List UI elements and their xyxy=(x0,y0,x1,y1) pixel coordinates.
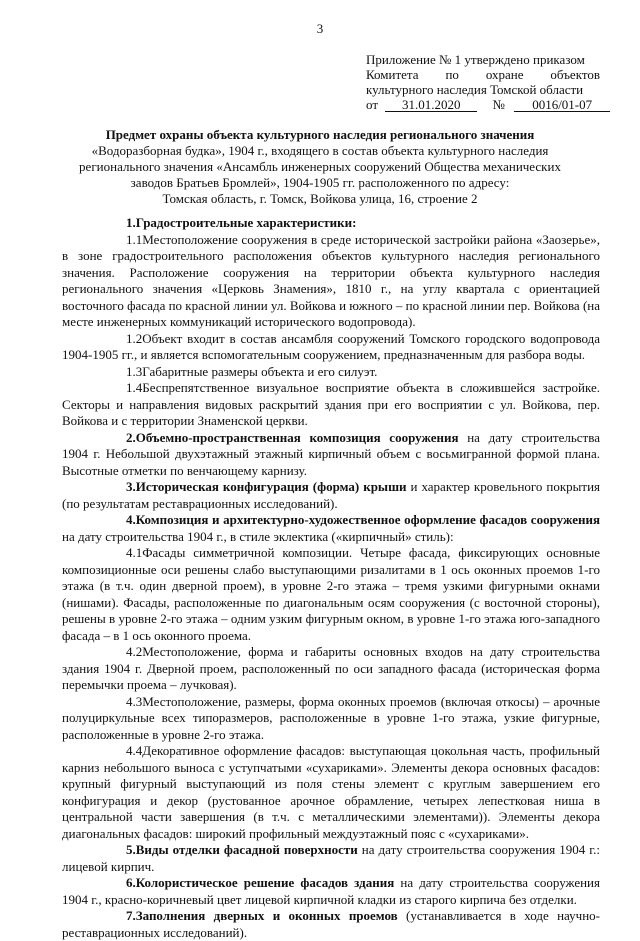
paragraph-number: 1. xyxy=(126,215,136,230)
section-paragraph xyxy=(62,908,600,941)
paragraph-number: 5. xyxy=(126,842,136,857)
paragraph-number: 2. xyxy=(126,429,136,445)
section-heading: Заполнения дверных и оконных проемов xyxy=(135,908,398,923)
paragraph-text: на дату строительства 1904 г., в стиле эклектика («кирпичный» стиль): xyxy=(62,528,454,544)
section-paragraph xyxy=(62,215,600,232)
subitem-paragraph xyxy=(62,644,600,694)
paragraph-number: 6. xyxy=(126,875,136,890)
section-heading: Колористическое решение фасадов здания xyxy=(135,875,395,890)
document-body xyxy=(62,215,600,941)
section-paragraph xyxy=(62,430,600,480)
section-heading: Градостроительные характеристики: xyxy=(135,215,357,230)
paragraph-text: (устанавливается в ходе научно-реставрационных исследований). xyxy=(62,908,600,940)
paragraph-number: 4.1 xyxy=(126,545,143,560)
subitem-paragraph xyxy=(62,743,600,842)
heading-line: «Водоразборная будка», 1904 г., входящего в состав объекта культурного наследия xyxy=(91,143,549,158)
approval-word: по xyxy=(445,67,459,82)
approval-date: 31.01.2020 xyxy=(385,98,477,112)
number-label: № xyxy=(492,97,505,112)
paragraph-number: 1.2 xyxy=(126,330,143,346)
paragraph-text: Объект входит в состав ансамбля сооружений Томского городского водопровода 1904-1905 гг., и является вспомогательным сооружением, предназначенным для разбора воды. xyxy=(62,330,600,362)
paragraph-text: Габаритные размеры объекта и его силуэт. xyxy=(142,363,378,379)
paragraph-text: Беспрепятственное визуальное восприятие объекта в сложившейся застройке. Секторы и направления видовых раскрытий здания при его восприятии с ул. Войкова, пер. Войкова и с территории Знаменской церкви. xyxy=(62,380,600,428)
paragraph-text: Местоположение сооружения в среде исторической застройки района «Заозерье», в зоне градостроительного расположения объектов культурного наследия регионального значения. Расположение сооружения на территории объекта культурного наследия регионального значения «Церковь Знамения», 1810 г., на углу квартала с ориентацией восточного фасада по красной линии ул. Войкова и южного – по красной линии пер. Войкова (на месте инженерных коммуникаций исторического водопровода). xyxy=(62,231,600,329)
approval-line-1: Приложение № 1 утверждено приказом xyxy=(366,52,585,67)
subitem-paragraph xyxy=(62,380,600,430)
approval-word: охране xyxy=(485,67,524,82)
document-title: Предмет охраны объекта культурного наследия регионального значения xyxy=(105,127,535,142)
section-paragraph xyxy=(62,479,600,512)
heading-line: регионального значения «Ансамбль инженерных сооружений Общества механических xyxy=(79,159,561,174)
paragraph-text: на дату строительства сооружения 1904 г.: лицевой кирпич. xyxy=(62,842,600,874)
heading-line: Томская область, г. Томск, Войкова улица, 16, строение 2 xyxy=(162,191,478,206)
heading-line: заводов Братьев Бромлей», 1904-1905 гг. расположенного по адресу: xyxy=(130,175,510,190)
section-heading: Виды отделки фасадной поверхности xyxy=(135,842,358,857)
paragraph-text: на дату строительства 1904 г. Небольшой двухэтажный этажный кирпичный объем с восьмигранной формой плана. Высотные отметки по венчающему карнизу. xyxy=(62,429,600,478)
paragraph-text: на дату строительства сооружения 1904 г., красно-коричневый цвет лицевой кирпичной кладки из старого кирпича без отделки. xyxy=(62,875,600,907)
from-label: от xyxy=(366,97,379,112)
subitem-paragraph xyxy=(62,331,600,364)
paragraph-number: 3. xyxy=(126,479,136,494)
section-heading: Объемно-пространственная композиция сооружения xyxy=(135,429,459,445)
document-heading xyxy=(62,127,578,207)
approval-line-3: культурного наследия Томской области xyxy=(366,82,584,97)
paragraph-text: Фасады симметричной композиции. Четыре фасада, фиксирующих основные композиционные оси решены слабо выступающими ризалитами в 1 ось оконных проемов 1-го этажа (в т.ч. один дверной проем), в уровне 2-го этажа – тремя узкими фигурными окнами (нишами). Фасады, расположенные по диагональным осям сооружения (с восточной стороны), решены в уровне 2-го этажа – одним узким фигурным окном, в уровне 1-го этажа юго-западного фасада – в 1 ось оконного проема. xyxy=(62,545,600,643)
paragraph-text: Местоположение, размеры, форма оконных проемов (включая откосы) – арочные полуциркульные всех типоразмеров, расположенные в уровне 1-го этажа, узкие фигурные, расположенные в уровне 2-го этажа. xyxy=(62,693,600,742)
subitem-paragraph xyxy=(62,364,600,381)
approval-block xyxy=(366,52,600,112)
approval-number: 0016/01-07 xyxy=(514,98,610,112)
approval-word: объектов xyxy=(550,67,600,82)
section-heading: Историческая конфигурация (форма) крыши xyxy=(135,479,407,494)
paragraph-number: 4.3 xyxy=(126,693,143,709)
paragraph-text: и характер кровельного покрытия (по результатам реставрационных исследований). xyxy=(62,479,601,511)
approval-line-4 xyxy=(366,97,600,112)
paragraph-text: Декоративное оформление фасадов: выступающая цокольная часть, профильный карниз небольшого выноса с уступчатыми «сухариками». Элементы декора основных фасадов: крупный фигурный выступающий из поля стены элемент с круглым завершением его конфигурация и декор (рустованное арочное обрамление, четырех лепестковая ниша в центральной части завершения (в т.ч. с металлическими элементами)). Элементы декора диагональных фасадов: широкий профильный междуэтажный пояс с «сухариками». xyxy=(62,743,600,841)
subitem-paragraph xyxy=(62,232,600,331)
paragraph-number: 4. xyxy=(126,512,136,527)
paragraph-number: 4.2 xyxy=(126,644,143,659)
paragraph-number: 1.4 xyxy=(126,380,143,395)
paragraph-number: 1.1 xyxy=(126,231,143,247)
subitem-paragraph xyxy=(62,545,600,644)
section-paragraph xyxy=(62,512,600,545)
paragraph-number: 4.4 xyxy=(126,743,143,758)
section-heading: Композиция и архитектурно-художественное оформление фасадов сооружения xyxy=(135,512,600,527)
paragraph-number: 7. xyxy=(126,908,136,923)
paragraph-number: 1.3 xyxy=(126,363,143,379)
paragraph-text: Местоположение, форма и габариты основных входов на дату строительства здания 1904 г. Дверной проем, расположенный по оси западного фасада (историческая форма перемычки проема – лучковая). xyxy=(62,644,600,692)
subitem-paragraph xyxy=(62,694,600,744)
section-paragraph xyxy=(62,875,600,908)
section-paragraph xyxy=(62,842,600,875)
page-number: 3 xyxy=(316,21,324,36)
approval-word: Комитета xyxy=(366,67,419,82)
approval-line-2 xyxy=(366,67,600,82)
